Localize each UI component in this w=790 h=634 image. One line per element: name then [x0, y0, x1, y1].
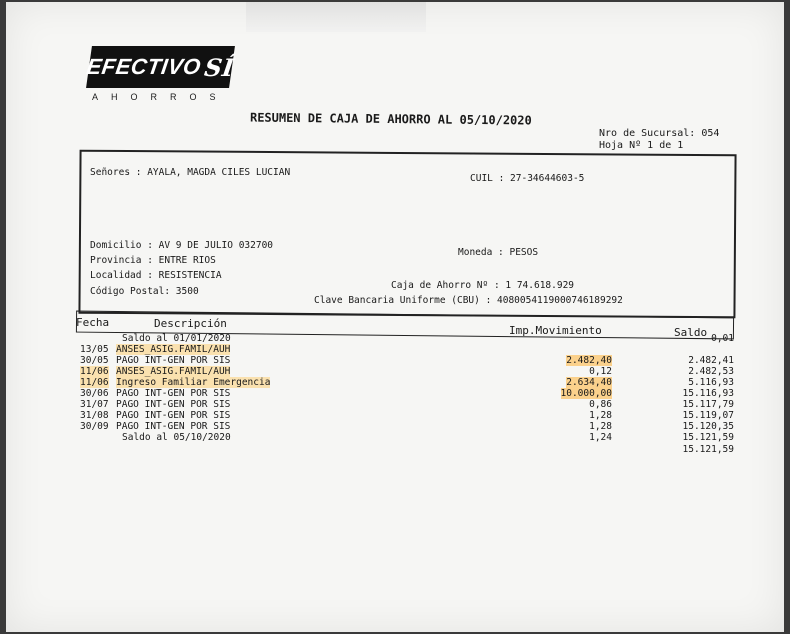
row-date: 30/06: [80, 388, 109, 399]
client-cuil: CUIL : 27-34644603-5: [470, 173, 585, 184]
statement-title: RESUMEN DE CAJA DE AHORRO AL 05/10/2020: [249, 110, 532, 128]
row-imp: 2.634,40: [566, 377, 612, 388]
row-date: 11/06: [80, 377, 109, 388]
row-desc: PAGO INT-GEN POR SIS: [116, 399, 231, 410]
table-row: [80, 355, 740, 366]
table-row: [80, 444, 740, 455]
tape-mark: [246, 2, 426, 32]
row-desc: PAGO INT-GEN POR SIS: [116, 355, 231, 366]
row-saldo: 15.121,59: [682, 444, 734, 455]
row-desc: PAGO INT-GEN POR SIS: [116, 388, 231, 399]
client-postal-code: Código Postal: 3500: [90, 286, 199, 297]
table-row: [80, 377, 740, 388]
row-desc: ANSES_ASIG.FAMIL/AUH: [116, 344, 231, 355]
sheet-number: Hoja Nº 1 de 1: [599, 140, 684, 151]
row-imp: 1,24: [589, 432, 612, 443]
currency: Moneda : PESOS: [458, 247, 539, 258]
row-desc: Saldo al 01/01/2020: [122, 333, 231, 344]
statement-paper: [6, 2, 784, 632]
row-date: 31/07: [80, 399, 109, 410]
row-imp: 1,28: [589, 410, 612, 421]
cbu-number: Clave Bancaria Uniforme (CBU) : 4080054119000746189292: [314, 295, 623, 306]
row-date: 11/06: [80, 366, 109, 377]
brand-logo: [86, 46, 235, 88]
client-address: Domicilio : AV 9 DE JULIO 032700: [90, 240, 274, 251]
header-fecha: Fecha: [76, 316, 110, 329]
table-row: [80, 388, 740, 399]
row-imp: 1,28: [589, 421, 612, 432]
branch-info: [599, 128, 719, 152]
client-province: Provincia : ENTRE RIOS: [90, 255, 216, 266]
row-desc: PAGO INT-GEN POR SIS: [116, 410, 231, 421]
row-imp: 0,86: [589, 399, 612, 410]
table-row: [80, 399, 740, 410]
table-row: [80, 410, 740, 421]
row-saldo: 2.482,41: [688, 355, 734, 366]
header-saldo: Saldo: [674, 326, 708, 339]
row-desc: PAGO INT-GEN POR SIS: [116, 421, 231, 432]
row-desc: Ingreso Familiar Emergencia: [116, 377, 271, 388]
row-desc: ANSES_ASIG.FAMIL/AUH: [116, 366, 231, 377]
row-imp: 0,12: [589, 366, 612, 377]
row-saldo: 2.482,53: [688, 366, 734, 377]
branch-number: Nro de Sucursal: 054: [599, 128, 720, 139]
brand-subtitle: AHORROS: [92, 92, 229, 102]
client-locality: Localidad : RESISTENCIA: [90, 270, 222, 281]
row-saldo: 15.120,35: [682, 421, 734, 432]
row-saldo: 15.117,79: [682, 399, 734, 410]
row-saldo: 15.119,07: [682, 410, 734, 421]
client-name: Señores : AYALA, MAGDA CILES LUCIAN: [90, 167, 291, 178]
table-row: [80, 366, 740, 377]
header-imp-movimiento: Imp.Movimiento: [509, 324, 602, 337]
row-imp: 10.000,00: [560, 388, 612, 399]
brand-name: EFECTIVO: [85, 54, 203, 79]
row-date: 31/08: [80, 410, 109, 421]
table-row: [80, 333, 740, 344]
row-date: 30/09: [80, 421, 109, 432]
row-saldo: 0,01: [711, 333, 734, 344]
row-saldo: 15.121,59: [682, 432, 734, 443]
row-imp: 2.482,40: [566, 355, 612, 366]
brand-accent: SÍ: [202, 52, 237, 82]
row-desc: Saldo al 05/10/2020: [122, 432, 231, 443]
header-descripcion: Descripción: [154, 317, 227, 330]
row-saldo: 15.116,93: [682, 388, 734, 399]
table-row: [80, 344, 740, 355]
row-saldo: 5.116,93: [688, 377, 734, 388]
table-row: [80, 432, 740, 443]
account-number: Caja de Ahorro Nº : 1 74.618.929: [391, 280, 575, 291]
row-date: 30/05: [80, 355, 109, 366]
row-date: 13/05: [80, 344, 109, 355]
table-row: [80, 421, 740, 432]
